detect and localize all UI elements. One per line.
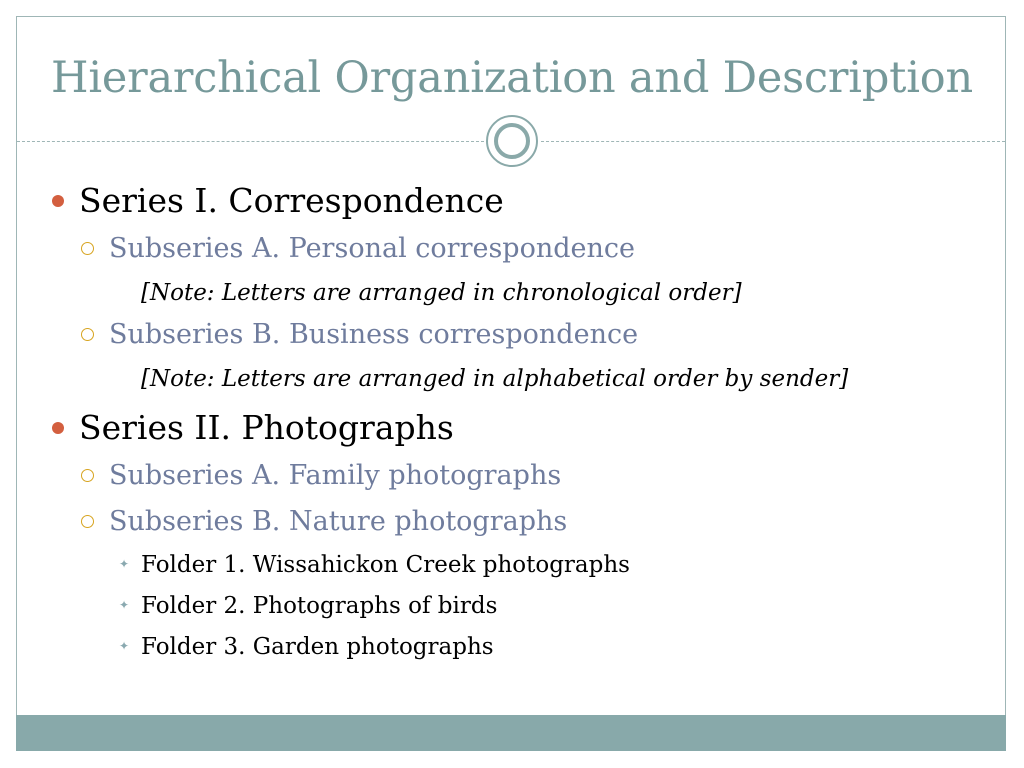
outline-note: [Note: Letters are arranged in alphabetical order by sender] <box>141 366 849 392</box>
outline-item-folder-3 <box>119 632 494 662</box>
star-bullet-icon: ✦ <box>119 598 130 612</box>
filled-circle-bullet-icon <box>52 422 64 434</box>
outline-item-series-2-subseries-b <box>109 505 567 539</box>
title-divider-left <box>17 141 484 142</box>
outline-item-series-1-subseries-a <box>109 232 635 266</box>
outline-item-label: Folder 3. Garden photographs <box>141 634 494 660</box>
hollow-circle-bullet-icon <box>81 469 94 482</box>
filled-circle-bullet-icon <box>52 195 64 207</box>
outline-item-label: Folder 2. Photographs of birds <box>141 593 498 619</box>
title-divider-right <box>541 141 1005 142</box>
outline-item-series-1-subseries-b <box>109 318 638 352</box>
outline-item-label: Subseries B. Nature photographs <box>109 506 568 537</box>
outline-item-label: Subseries A. Family photographs <box>109 460 562 491</box>
star-bullet-icon: ✦ <box>119 557 130 571</box>
hollow-circle-bullet-icon <box>81 328 94 341</box>
outline-item-label: Series II. Photographs <box>79 408 454 447</box>
outline-item-label: Folder 1. Wissahickon Creek photographs <box>141 552 630 578</box>
hollow-circle-bullet-icon <box>81 242 94 255</box>
outline-item-folder-1 <box>119 550 630 580</box>
outline-note: [Note: Letters are arranged in chronological order] <box>141 280 742 306</box>
outline-item-label: Series I. Correspondence <box>79 181 504 220</box>
outline-item-series-1 <box>79 181 504 221</box>
outline-item-label: Subseries B. Business correspondence <box>109 319 639 350</box>
outline-item-series-2-subseries-a <box>109 459 561 493</box>
outline-item-series-2 <box>79 408 454 448</box>
slide-title: Hierarchical Organization and Description <box>51 53 973 103</box>
footer-bar <box>16 715 1006 751</box>
hollow-circle-bullet-icon <box>81 515 94 528</box>
divider-ring-icon <box>486 115 538 167</box>
divider-ring-inner <box>494 123 530 159</box>
star-bullet-icon: ✦ <box>119 639 130 653</box>
outline-item-label: Subseries A. Personal correspondence <box>109 233 635 264</box>
outline-item-folder-2 <box>119 591 498 621</box>
